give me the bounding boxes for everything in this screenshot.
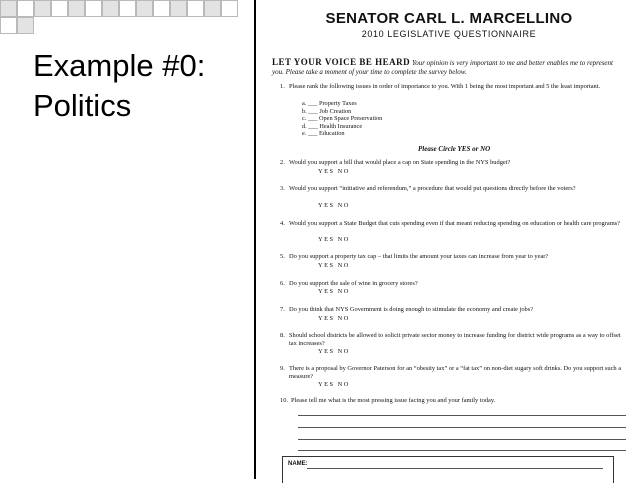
rank-option[interactable]: d. ___ Health Insurance bbox=[302, 122, 363, 130]
document-title: SENATOR CARL L. MARCELLINO bbox=[325, 10, 573, 27]
decor-square bbox=[0, 0, 17, 17]
question-9: 9. There is a proposal by Governor Paterson for an “obesity tax” or a “fat tax” on non-diet sugary soft drinks. Do you support such a measure? bbox=[280, 365, 622, 380]
question-7: 7. Do you think that NYS Government is doing enough to stimulate the economy and create jobs? bbox=[280, 306, 534, 313]
document-subtitle: 2010 LEGISLATIVE QUESTIONNAIRE bbox=[361, 29, 537, 39]
rank-option[interactable]: e. ___ Education bbox=[302, 130, 345, 137]
decor-square bbox=[68, 0, 85, 17]
decor-square bbox=[119, 0, 136, 17]
decor-square bbox=[136, 0, 153, 17]
yes-no-choice[interactable]: YES NO bbox=[318, 288, 350, 295]
decor-square bbox=[85, 0, 102, 17]
question-6: 6. Do you support the sale of wine in grocery stores? bbox=[280, 280, 418, 287]
question-1: 1. Please rank the following issues in order of importance to you. With 1 being the most important and 5 the least important. bbox=[280, 83, 601, 90]
name-label: NAME: bbox=[288, 461, 308, 467]
question-2: 2. Would you support a bill that would place a cap on State spending in the NYS budget? bbox=[280, 159, 511, 166]
decor-square bbox=[0, 17, 17, 34]
question-5: 5. Do you support a property tax cap – that limits the amount your taxes can increase from year to year? bbox=[280, 253, 549, 260]
decor-square bbox=[170, 0, 187, 17]
decor-square bbox=[221, 0, 238, 17]
decor-square bbox=[17, 0, 34, 17]
yes-no-choice[interactable]: YES NO bbox=[318, 168, 350, 175]
circle-instruction: Please Circle YES or NO bbox=[418, 145, 491, 153]
intro-text: Your opinion is very important to me and better enables me to represent you. Please take a moment of your time to complete the survey below. bbox=[272, 59, 613, 76]
name-field[interactable] bbox=[307, 468, 603, 469]
question-3: 3. Would you support “initiative and referendum,” a procedure that would put questions directly before the voters? bbox=[280, 185, 576, 192]
decor-square bbox=[34, 0, 51, 17]
answer-line[interactable] bbox=[298, 415, 626, 416]
answer-line[interactable] bbox=[298, 427, 626, 428]
yes-no-choice[interactable]: YES NO bbox=[318, 236, 350, 243]
yes-no-choice[interactable]: YES NO bbox=[318, 315, 350, 322]
answer-line[interactable] bbox=[298, 439, 626, 440]
answer-line[interactable] bbox=[298, 450, 626, 451]
intro-heading: LET YOUR VOICE BE HEARD bbox=[272, 57, 411, 67]
decor-square bbox=[51, 0, 68, 17]
yes-no-choice[interactable]: YES NO bbox=[318, 202, 350, 209]
question-8: 8. Should school districts be allowed to solicit private sector money to increase funding for district wide programs as a way to offset tax increases? bbox=[280, 332, 621, 347]
decor-square bbox=[102, 0, 119, 17]
divider-line bbox=[254, 0, 256, 479]
intro-paragraph bbox=[272, 58, 622, 77]
question-4: 4. Would you support a State Budget that cuts spending even if that meant reducing spending on education or health care programs? bbox=[280, 220, 620, 227]
yes-no-choice[interactable]: YES NO bbox=[318, 348, 350, 355]
yes-no-choice[interactable]: YES NO bbox=[318, 262, 350, 269]
decor-square bbox=[187, 0, 204, 17]
rank-option[interactable]: b. ___ Job Creation bbox=[302, 107, 352, 115]
rank-option[interactable]: a. ___ Property Taxes bbox=[302, 100, 357, 107]
decor-square bbox=[17, 17, 34, 34]
yes-no-choice[interactable]: YES NO bbox=[318, 381, 350, 388]
questionnaire-document bbox=[268, 10, 630, 479]
slide-title: Example #0: Politics bbox=[33, 48, 206, 123]
question-10: 10. Please tell me what is the most pressing issue facing you and your family today. bbox=[280, 397, 496, 404]
rank-option[interactable]: c. ___ Open Space Preservation bbox=[302, 115, 383, 122]
decor-square bbox=[204, 0, 221, 17]
decor-square bbox=[153, 0, 170, 17]
